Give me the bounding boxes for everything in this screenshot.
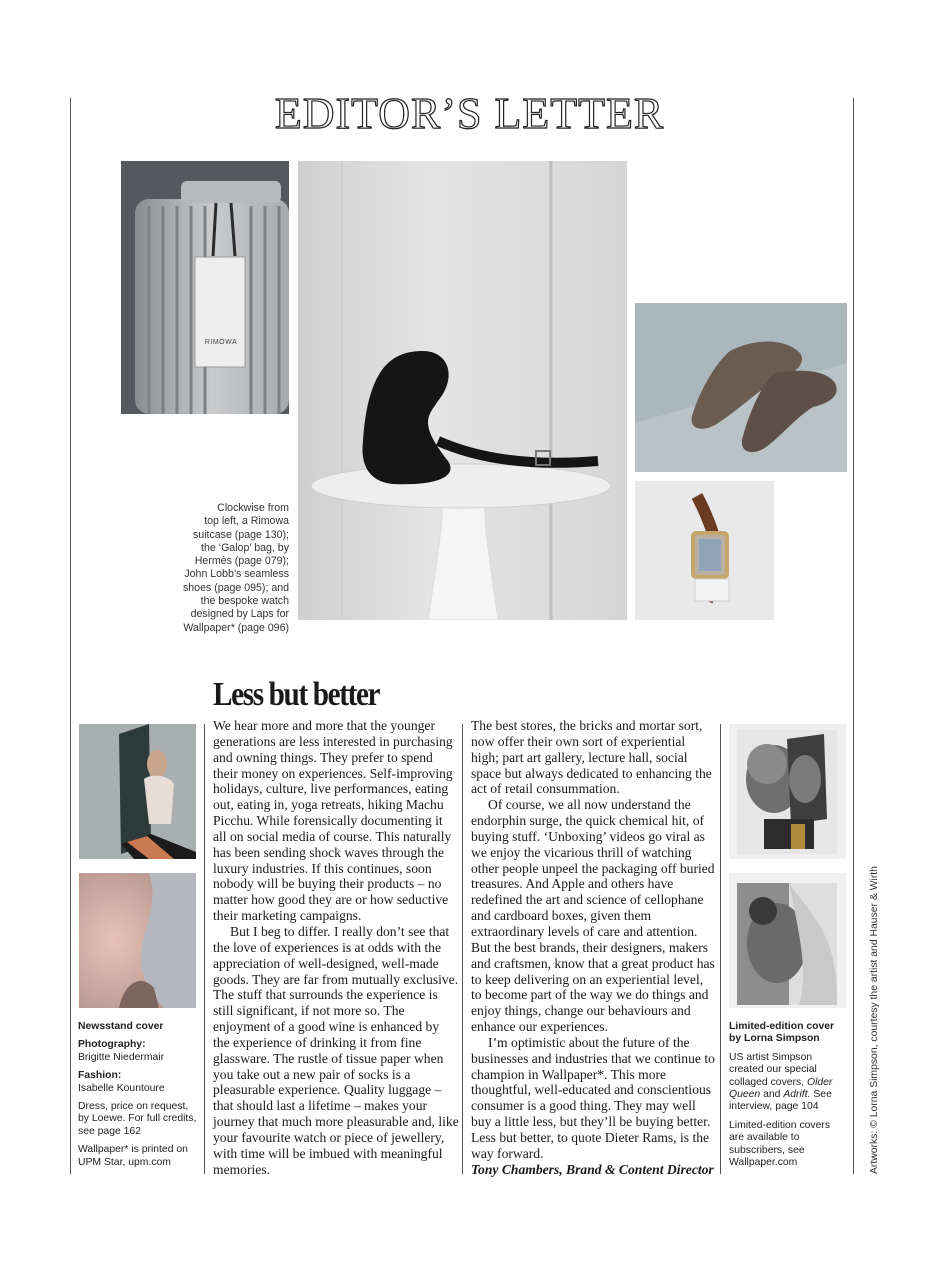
photo-caption-line: Wallpaper* (page 096) — [183, 621, 289, 634]
article-paragraph: We hear more and more that the younger generations are less interested in purchasing and owning things. They prefer to spend their money on experiences. Self-improving holidays, culture, live performances, eating out, eating in, yoga retreats, hiking Machu Picchu. While forensically documenting it all on social media of course. This naturally has been sending shock waves through the luxury industries. If this continues, soon nobody will be buying their products – no matter how good they are or how seductive their marketing campaigns. — [213, 718, 453, 924]
john-lobb-shoes-photo — [635, 303, 847, 472]
laps-watch-photo — [635, 481, 774, 620]
article-paragraph: The best stores, the bricks and mortar sort, now offer their own sort of experiential high; part art gallery, lecture hall, social space but always dedicated to enhancing the act of retail consummation. — [471, 718, 712, 797]
right-margin-rule — [853, 98, 854, 1174]
column-rule-center — [462, 724, 463, 1174]
photo-caption-line: top left, a Rimowa — [204, 515, 289, 528]
photo-caption-line: Clockwise from — [217, 502, 289, 514]
photo-caption-line: the bespoke watch — [200, 595, 289, 608]
article-column-2 — [471, 718, 716, 1177]
left-margin-rule — [70, 98, 71, 1174]
newsstand-credits — [78, 1021, 200, 1169]
article-paragraph: But I beg to differ. I really don’t see that the love of experiences is at odds with the appreciation of well-designed, well-made goods. They are far from mutually exclusive. The stuff that surrounds the experience is still significant, if not more so. The enjoyment of a good wine is enhanced by the experience of drinking it from fine glassware. The rustle of tissue paper when you take out a new pair of socks is a pleasurable experience. Quality luggage – that should last a lifetime – makes your journey that much more pleasurable and, like your favourite watch or piece of jewellery, with time will be imbued with meaningful memories. — [213, 923, 459, 1177]
printed-on-note: Wallpaper* is printed on UPM Star, upm.com — [78, 1144, 188, 1168]
subscriber-note: Limited-edition covers are available to subscribers, see Wallpaper.com — [729, 1119, 831, 1169]
author-signature: Tony Chambers, Brand & Content Director — [471, 1161, 714, 1177]
suitcase-photo — [121, 161, 289, 414]
article-column-1 — [213, 718, 459, 1177]
article-paragraph: Of course, we all now understand the endorphin surge, the quick chemical hit, of buying stuff. ‘Unboxing’ videos go viral as we enjoy the vicarious thrill of watching other people unpeel the packaging off buried treasures. And Apple and others have redefined the art and science of cellophane and cardboard boxes, given them extraordinary levels of care and attention. But the best brands, their designers, makers and craftsmen, know that a great product has to keep delivering on an experiential level, to become part of the way we do things and enjoy things, change our behaviours and enhance our experiences. — [471, 797, 715, 1035]
dress-credit-note: Dress, price on request, by Loewe. For full credits, see page 162 — [78, 1101, 197, 1137]
artwork-credit-vertical: Artworks: © Lorna Simpson, courtesy the artist and Hauser & Wirth — [869, 866, 880, 1174]
limited-heading: Limited-edition cover by Lorna Simpson — [729, 1021, 835, 1045]
photo-caption-line: shoes (page 095); and — [182, 581, 289, 594]
fashion-value: Isabelle Kountoure — [78, 1082, 165, 1094]
photo-caption-line: the ‘Galop’ bag, by — [201, 541, 289, 554]
photo-caption — [150, 502, 289, 635]
cover-title-adrift: Adrift. — [783, 1089, 811, 1101]
limited-description: US artist Simpson created our special collaged covers, — [729, 1051, 817, 1088]
hermes-bag-photo — [298, 161, 627, 620]
photo-caption-line: suitcase (page 130); — [193, 528, 289, 541]
limited-edition-credits — [729, 1021, 847, 1169]
photography-label: Photography: — [78, 1039, 146, 1051]
limited-and: and — [763, 1089, 781, 1101]
newsstand-cover-image-2 — [79, 873, 196, 1008]
photo-caption-line: Hermès (page 079); — [194, 555, 289, 568]
limited-cover-image-1 — [729, 724, 846, 859]
suitcase-tag-label: RIMOWA — [204, 339, 238, 346]
photography-value: Brigitte Niedermair — [78, 1051, 165, 1063]
article-paragraph: I’m optimistic about the future of the businesses and industries that we continue to champion in Wallpaper*. This more thoughtful, well-educated and conscientious consumer is a good thing. They may well buy a little less, but they’ll be buying better. Less but better, to quote Dieter Rams, is the way forward. — [471, 1034, 715, 1161]
article-headline: Less but better — [213, 676, 380, 713]
newsstand-cover-image-1 — [79, 724, 196, 859]
page-title: EDITOR’S LETTER — [274, 89, 665, 138]
column-rule-right — [720, 724, 721, 1174]
newsstand-heading: Newsstand cover — [78, 1021, 164, 1032]
column-rule-left — [204, 724, 205, 1174]
photo-caption-line: John Lobb’s seamless — [184, 568, 289, 581]
photo-caption-line: designed by Laps for — [190, 608, 289, 621]
fashion-label: Fashion: — [78, 1070, 122, 1082]
limited-interview-ref: See interview, page 104 — [729, 1089, 832, 1113]
limited-cover-image-2 — [729, 873, 846, 1008]
cover-title-older-queen: Older Queen — [729, 1076, 833, 1101]
